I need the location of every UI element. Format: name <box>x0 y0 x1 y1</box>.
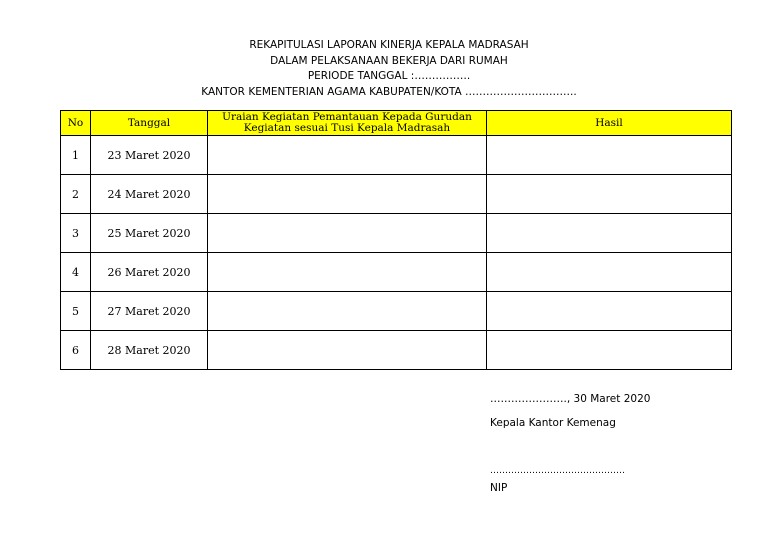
table-row <box>61 136 732 175</box>
cell-date: 28 Maret 2020 <box>91 331 208 370</box>
table-row <box>61 214 732 253</box>
cell-no: 1 <box>61 136 91 175</box>
cell-activity[interactable] <box>208 253 487 292</box>
column-header-date: Tanggal <box>91 111 208 136</box>
cell-date: 26 Maret 2020 <box>91 253 208 292</box>
title-line-3: PERIODE TANGGAL :……………. <box>307 70 471 82</box>
cell-activity[interactable] <box>208 331 487 370</box>
cell-result[interactable] <box>487 136 732 175</box>
table-row <box>61 292 732 331</box>
signature-place-date: …………………., 30 Maret 2020 <box>490 393 651 405</box>
cell-result[interactable] <box>487 253 732 292</box>
title-line-2: DALAM PELAKSANAAN BEKERJA DARI RUMAH <box>270 54 508 67</box>
cell-no: 4 <box>61 253 91 292</box>
cell-date: 23 Maret 2020 <box>91 136 208 175</box>
document-title <box>0 38 768 100</box>
table-row <box>61 175 732 214</box>
cell-activity[interactable] <box>208 175 487 214</box>
cell-date: 27 Maret 2020 <box>91 292 208 331</box>
column-header-no: No <box>61 111 91 136</box>
title-line-4: KANTOR KEMENTERIAN AGAMA KABUPATEN/KOTA ………………………….. <box>201 85 577 98</box>
table-header-row <box>61 111 732 136</box>
cell-no: 2 <box>61 175 91 214</box>
cell-date: 24 Maret 2020 <box>91 175 208 214</box>
table-row <box>61 253 732 292</box>
report-table <box>60 110 732 370</box>
cell-no: 5 <box>61 292 91 331</box>
cell-result[interactable] <box>487 214 732 253</box>
signature-nip: NIP <box>490 482 508 494</box>
cell-no: 3 <box>61 214 91 253</box>
table-row <box>61 331 732 370</box>
cell-result[interactable] <box>487 292 732 331</box>
cell-date: 25 Maret 2020 <box>91 214 208 253</box>
signature-position: Kepala Kantor Kemenag <box>490 417 616 429</box>
cell-no: 6 <box>61 331 91 370</box>
cell-activity[interactable] <box>208 136 487 175</box>
cell-activity[interactable] <box>208 214 487 253</box>
cell-activity[interactable] <box>208 292 487 331</box>
title-line-1: REKAPITULASI LAPORAN KINERJA KEPALA MADRASAH <box>249 39 529 51</box>
column-header-activity: Uraian Kegiatan Pemantauan Kepada Gurudan Kegiatan sesuai Tusi Kepala Madrasah <box>208 111 487 136</box>
cell-result[interactable] <box>487 175 732 214</box>
column-header-result: Hasil <box>487 111 732 136</box>
cell-result[interactable] <box>487 331 732 370</box>
signature-name-line: ……………………………………… <box>490 466 625 476</box>
